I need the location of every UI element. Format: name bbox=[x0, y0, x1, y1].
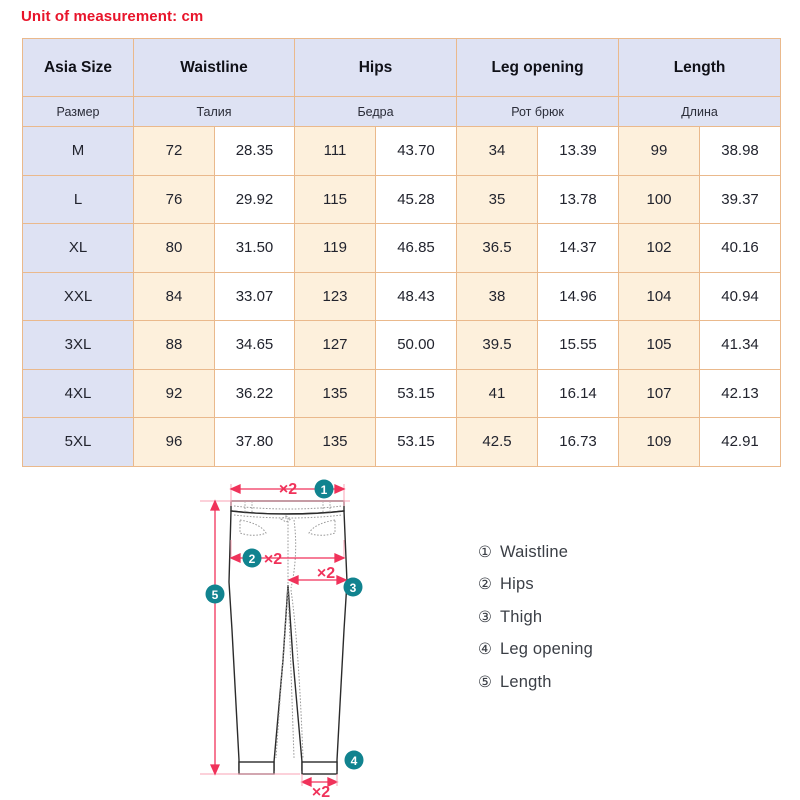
cell-hips-cm: 123 bbox=[295, 272, 376, 321]
cell-size: M bbox=[23, 127, 134, 176]
table-row bbox=[23, 175, 781, 224]
legend-label: Waistline bbox=[500, 542, 569, 561]
table-body bbox=[23, 127, 781, 467]
cell-leg-opening-cm: 38 bbox=[457, 272, 538, 321]
cell-waist-cm: 88 bbox=[134, 321, 215, 370]
cell-hips-inch: 53.15 bbox=[376, 418, 457, 467]
cell-length-cm: 109 bbox=[619, 418, 700, 467]
marker-4-leg-opening bbox=[345, 751, 364, 770]
measurement-legend bbox=[478, 536, 688, 699]
marker-1-waistline bbox=[315, 480, 334, 499]
cell-length-cm: 107 bbox=[619, 369, 700, 418]
cell-leg-opening-cm: 39.5 bbox=[457, 321, 538, 370]
svg-text:5: 5 bbox=[211, 588, 219, 602]
cell-waist-inch: 31.50 bbox=[215, 224, 295, 273]
cell-waist-cm: 92 bbox=[134, 369, 215, 418]
multiplier-hips: ×2 bbox=[263, 551, 283, 568]
header-row-english bbox=[23, 39, 781, 97]
svg-text:3: 3 bbox=[349, 581, 357, 595]
legend-number: ① bbox=[478, 543, 492, 561]
cell-hips-inch: 48.43 bbox=[376, 272, 457, 321]
cell-leg-opening-inch: 16.73 bbox=[538, 418, 619, 467]
cell-hips-cm: 127 bbox=[295, 321, 376, 370]
cell-length-cm: 104 bbox=[619, 272, 700, 321]
cell-size: XL bbox=[23, 224, 134, 273]
cell-leg-opening-inch: 13.39 bbox=[538, 127, 619, 176]
cell-leg-opening-cm: 35 bbox=[457, 175, 538, 224]
cell-waist-inch: 29.92 bbox=[215, 175, 295, 224]
cell-hips-cm: 111 bbox=[295, 127, 376, 176]
legend-label: Hips bbox=[500, 575, 534, 594]
legend-item-hips bbox=[478, 569, 688, 602]
legend-item-waistline bbox=[478, 536, 688, 569]
cell-waist-inch: 34.65 bbox=[215, 321, 295, 370]
header-ru-dlina: Длина bbox=[619, 97, 781, 127]
cell-length-inch: 40.94 bbox=[700, 272, 781, 321]
cell-hips-cm: 119 bbox=[295, 224, 376, 273]
cell-leg-opening-cm: 42.5 bbox=[457, 418, 538, 467]
cell-waist-inch: 28.35 bbox=[215, 127, 295, 176]
cell-hips-cm: 115 bbox=[295, 175, 376, 224]
cell-size: 3XL bbox=[23, 321, 134, 370]
legend-label: Thigh bbox=[500, 607, 543, 626]
table-row bbox=[23, 224, 781, 273]
header-row-russian bbox=[23, 97, 781, 127]
cell-leg-opening-inch: 16.14 bbox=[538, 369, 619, 418]
marker-3-thigh bbox=[344, 578, 363, 597]
header-hips: Hips bbox=[295, 39, 457, 97]
cell-leg-opening-cm: 41 bbox=[457, 369, 538, 418]
marker-2-hips bbox=[243, 549, 262, 568]
marker-5-length bbox=[206, 585, 225, 604]
unit-of-measurement-title: Unit of measurement: cm bbox=[21, 8, 204, 25]
cell-waist-inch: 36.22 bbox=[215, 369, 295, 418]
legend-number: ④ bbox=[478, 641, 492, 659]
legend-label: Length bbox=[500, 672, 552, 691]
cell-length-cm: 102 bbox=[619, 224, 700, 273]
svg-text:2: 2 bbox=[248, 552, 256, 566]
cell-hips-inch: 50.00 bbox=[376, 321, 457, 370]
cell-length-inch: 42.13 bbox=[700, 369, 781, 418]
cell-length-cm: 99 bbox=[619, 127, 700, 176]
cell-length-inch: 41.34 bbox=[700, 321, 781, 370]
table-row bbox=[23, 127, 781, 176]
legend-item-leg-opening bbox=[478, 634, 688, 667]
cell-length-inch: 40.16 bbox=[700, 224, 781, 273]
multiplier-thigh: ×2 bbox=[316, 565, 336, 582]
cell-hips-cm: 135 bbox=[295, 418, 376, 467]
header-leg-opening: Leg opening bbox=[457, 39, 619, 97]
cell-waist-cm: 72 bbox=[134, 127, 215, 176]
cell-hips-inch: 53.15 bbox=[376, 369, 457, 418]
header-ru-bedra: Бедра bbox=[295, 97, 457, 127]
size-chart-table bbox=[22, 38, 781, 467]
cell-leg-opening-inch: 15.55 bbox=[538, 321, 619, 370]
cell-hips-inch: 46.85 bbox=[376, 224, 457, 273]
cell-waist-inch: 37.80 bbox=[215, 418, 295, 467]
legend-number: ⑤ bbox=[478, 673, 492, 691]
table-row bbox=[23, 418, 781, 467]
legend-item-length bbox=[478, 666, 688, 699]
cell-waist-cm: 76 bbox=[134, 175, 215, 224]
cell-size: 4XL bbox=[23, 369, 134, 418]
cell-length-inch: 38.98 bbox=[700, 127, 781, 176]
header-ru-taliya: Талия bbox=[134, 97, 295, 127]
legend-item-thigh bbox=[478, 601, 688, 634]
cell-waist-cm: 80 bbox=[134, 224, 215, 273]
cell-length-inch: 42.91 bbox=[700, 418, 781, 467]
header-waistline: Waistline bbox=[134, 39, 295, 97]
cell-size: XXL bbox=[23, 272, 134, 321]
svg-text:1: 1 bbox=[320, 483, 328, 497]
legend-number: ② bbox=[478, 576, 492, 594]
cell-leg-opening-cm: 36.5 bbox=[457, 224, 538, 273]
cell-hips-inch: 45.28 bbox=[376, 175, 457, 224]
cell-waist-cm: 96 bbox=[134, 418, 215, 467]
cell-size: L bbox=[23, 175, 134, 224]
cell-hips-inch: 43.70 bbox=[376, 127, 457, 176]
cell-length-inch: 39.37 bbox=[700, 175, 781, 224]
header-asia-size: Asia Size bbox=[23, 39, 134, 97]
cell-leg-opening-inch: 14.96 bbox=[538, 272, 619, 321]
cell-leg-opening-inch: 14.37 bbox=[538, 224, 619, 273]
legend-label: Leg opening bbox=[500, 640, 594, 659]
cell-waist-inch: 33.07 bbox=[215, 272, 295, 321]
cell-leg-opening-cm: 34 bbox=[457, 127, 538, 176]
multiplier-waistline: ×2 bbox=[278, 481, 298, 498]
svg-text:4: 4 bbox=[350, 754, 358, 768]
cell-length-cm: 105 bbox=[619, 321, 700, 370]
header-ru-rot-bryuk: Рот брюк bbox=[457, 97, 619, 127]
cell-size: 5XL bbox=[23, 418, 134, 467]
cell-length-cm: 100 bbox=[619, 175, 700, 224]
multiplier-leg-opening: ×2 bbox=[311, 784, 331, 800]
cell-leg-opening-inch: 13.78 bbox=[538, 175, 619, 224]
table-head bbox=[23, 39, 781, 127]
table-row bbox=[23, 321, 781, 370]
table-row bbox=[23, 272, 781, 321]
header-ru-razmer: Размер bbox=[23, 97, 134, 127]
legend-number: ③ bbox=[478, 608, 492, 626]
header-length: Length bbox=[619, 39, 781, 97]
table-row bbox=[23, 369, 781, 418]
cell-hips-cm: 135 bbox=[295, 369, 376, 418]
cell-waist-cm: 84 bbox=[134, 272, 215, 321]
